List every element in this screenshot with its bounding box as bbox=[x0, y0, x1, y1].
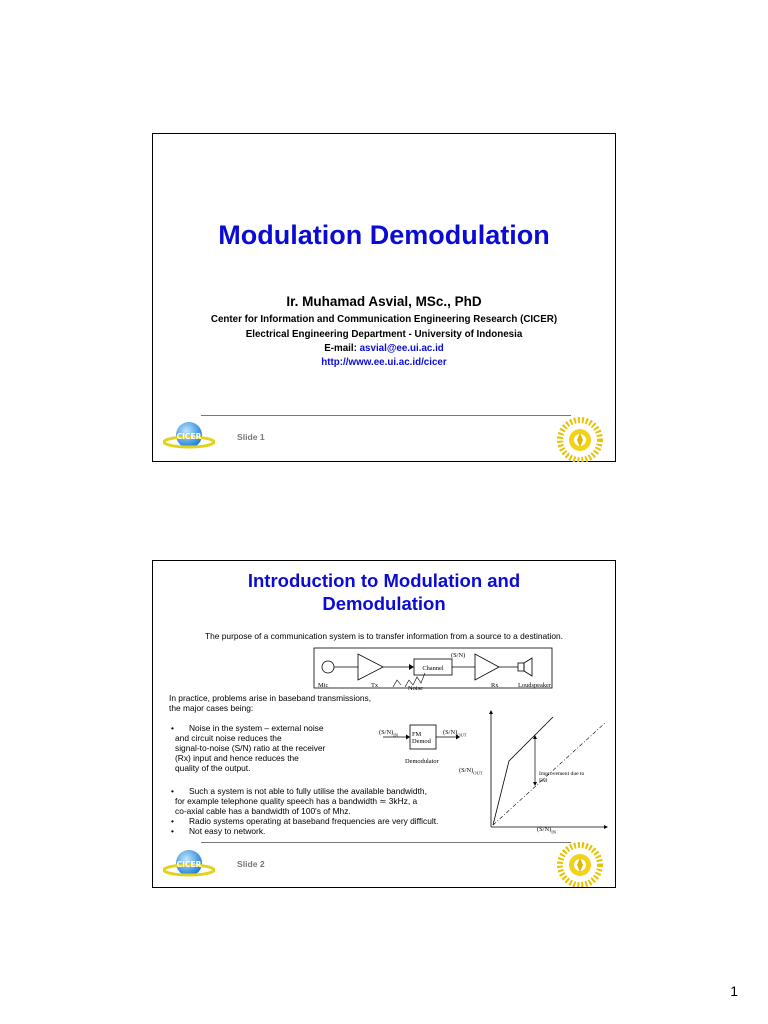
channel-label: Channel bbox=[422, 665, 444, 672]
graph-y-label: $(S/N)_{OUT}$ bbox=[459, 767, 483, 776]
graph-x-label: $(S/N)_{IN}$ bbox=[537, 826, 556, 835]
affiliation-cicer: Center for Information and Communication Engineering Research (CICER) bbox=[210, 314, 558, 325]
noise-label: Noise bbox=[408, 685, 423, 692]
loudspeaker-label: Loudspeaker bbox=[518, 682, 552, 689]
bullet-1-line-3: signal-to-noise (S/N) ratio at the receiver bbox=[175, 743, 326, 753]
fm-demod-label: FM Demod bbox=[412, 731, 431, 745]
communication-block-diagram bbox=[313, 647, 553, 689]
bullet-1-line-1: Noise in the system – external noise bbox=[189, 723, 324, 733]
page-number: 1 bbox=[730, 983, 738, 999]
transmitter-amplifier-icon bbox=[358, 654, 383, 680]
slide-2-title-line-2: Demodulation bbox=[322, 593, 446, 614]
intro-text bbox=[169, 693, 371, 713]
cicer-logo-icon bbox=[163, 844, 215, 882]
improvement-note: Improvement due to FM bbox=[539, 771, 585, 784]
slide-1 bbox=[152, 133, 616, 462]
rx-label: Rx bbox=[491, 682, 499, 689]
bullet-1-marker: • bbox=[171, 723, 174, 733]
slide-2-label: Slide 2 bbox=[237, 859, 265, 869]
bullet-1-line-4: (Rx) input and hence reduces the bbox=[175, 753, 299, 763]
footer-divider bbox=[201, 415, 571, 416]
demod-sn-in-label: $(S/N)_{IN}$ bbox=[379, 729, 398, 738]
slide-2 bbox=[152, 560, 616, 888]
slide-1-title: Modulation Demodulation bbox=[218, 220, 550, 250]
loudspeaker-icon bbox=[518, 663, 524, 671]
bullet-1-line-2: and circuit noise reduces the bbox=[175, 733, 282, 743]
bullet-2-text bbox=[175, 786, 427, 816]
cicer-logo-text: CICER bbox=[176, 432, 202, 441]
intro-line-1: In practice, problems arise in baseband transmissions, bbox=[169, 693, 372, 703]
tx-label: Tx bbox=[371, 682, 379, 689]
slide-2-title-line-1: Introduction to Modulation and bbox=[247, 570, 521, 591]
demod-sn-out-label: $(S/N)_{OUT}$ bbox=[443, 729, 467, 738]
university-emblem-icon bbox=[553, 841, 607, 887]
purpose-text: The purpose of a communication system is to transfer information from a source to a destination. bbox=[205, 631, 563, 641]
email-line bbox=[153, 343, 615, 354]
receiver-amplifier-icon bbox=[475, 654, 499, 680]
affiliation-department: Electrical Engineering Department - University of Indonesia bbox=[245, 329, 523, 340]
bullet-3-marker: • bbox=[171, 816, 174, 826]
cicer-logo-icon bbox=[163, 416, 215, 454]
bullet-2-line-2: for example telephone quality speech has a bandwidth ≃ 3kHz, a bbox=[175, 796, 418, 806]
microphone-icon bbox=[322, 661, 334, 673]
footer-divider bbox=[201, 842, 571, 843]
bullet-1-line-5: quality of the output. bbox=[175, 763, 251, 773]
intro-line-2: the major cases being: bbox=[169, 703, 254, 713]
bullet-4-text: Not easy to network. bbox=[189, 826, 266, 836]
mic-label: Mic bbox=[318, 682, 329, 689]
website-link[interactable]: http://www.ee.ui.ac.id/cicer bbox=[321, 357, 447, 368]
email-link[interactable]: asvial@ee.ui.ac.id bbox=[359, 343, 444, 354]
slide-2-title bbox=[153, 569, 615, 615]
demodulator-caption: Demodulator bbox=[405, 758, 439, 765]
sn-label: (S/N) bbox=[451, 652, 466, 659]
fm-improvement-graph bbox=[487, 709, 609, 831]
author-name: Ir. Muhamad Asvial, MSc., PhD bbox=[286, 294, 482, 309]
email-label: E-mail: bbox=[324, 343, 360, 354]
university-emblem-icon bbox=[553, 416, 607, 462]
cicer-logo-text: CICER bbox=[176, 860, 202, 869]
bullet-2-line-1: Such a system is not able to fully utilise the available bandwidth, bbox=[189, 786, 427, 796]
bullet-4-marker: • bbox=[171, 826, 174, 836]
bullet-3-text: Radio systems operating at baseband frequencies are very difficult. bbox=[189, 816, 439, 826]
bullet-2-marker: • bbox=[171, 786, 174, 796]
bullet-2-line-3: co-axial cable has a bandwidth of 100's of Mhz. bbox=[175, 806, 351, 816]
bullet-1-text bbox=[175, 723, 325, 773]
slide-1-label: Slide 1 bbox=[237, 432, 265, 442]
